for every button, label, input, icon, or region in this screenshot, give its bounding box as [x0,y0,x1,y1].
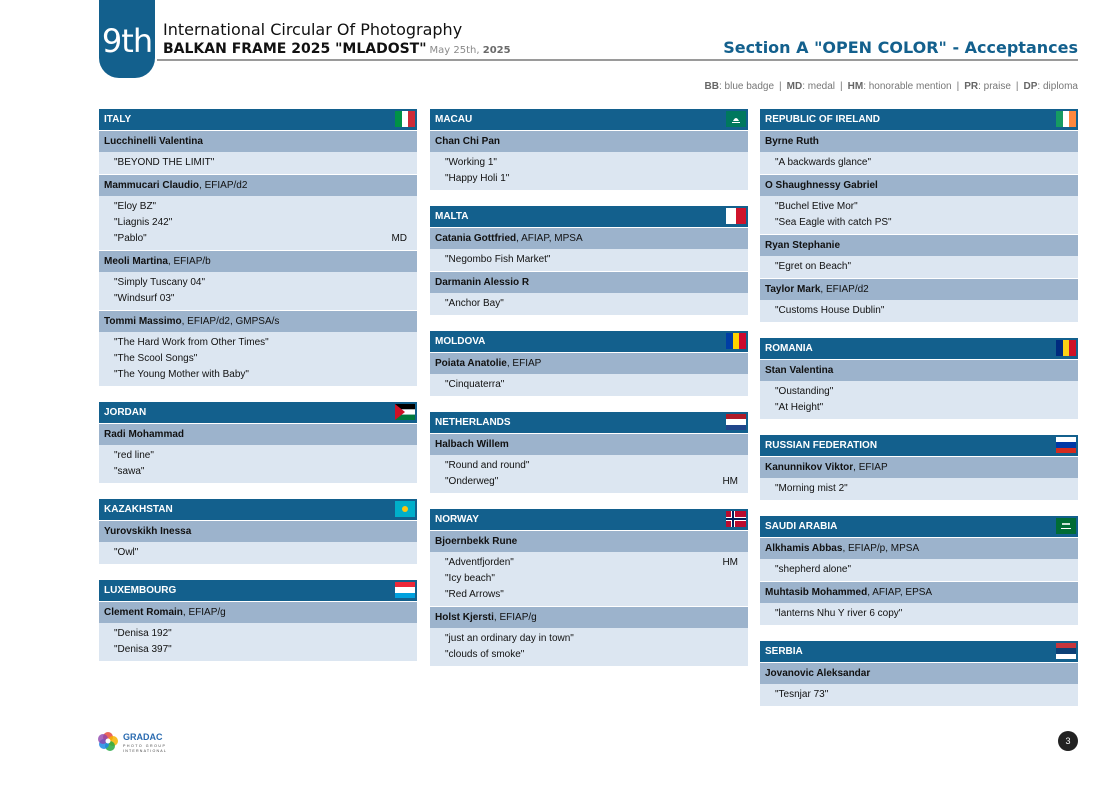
entrant-row [430,271,748,293]
work-item [99,545,417,561]
gradac-logo-icon [97,729,177,755]
country-block [430,331,748,396]
ireland-flag-icon [1056,111,1076,127]
country-header [760,641,1078,662]
work-title: "BEYOND THE LIMIT" [114,157,215,168]
work-title: "Eloy BZ" [114,201,157,212]
legend-separator: | [956,81,960,92]
country-name: REPUBLIC OF IRELAND [765,114,880,125]
work-title: "A backwards glance" [775,157,872,168]
work-title: "Sea Eagle with catch PS" [775,217,892,228]
work-item [430,571,748,587]
entrant-row [430,130,748,152]
works-list [99,152,417,174]
works-list [430,293,748,315]
country-block [760,435,1078,500]
work-item [760,481,1078,497]
work-item [430,555,748,571]
salon-date: May 25th, 2025 [429,45,511,56]
work-item [99,199,417,215]
work-item [760,400,1078,416]
column-3 [760,109,1078,722]
entrant-row [760,174,1078,196]
work-item [99,291,417,307]
work-title: "Denisa 397" [114,644,172,655]
entrant-distinctions: , EFIAP/d2 [820,284,869,295]
legend-separator: | [779,81,782,92]
work-item [430,647,748,663]
entrant-name: Chan Chi Pan [435,136,501,147]
entrant-name: Alkhamis Abbas [765,543,843,554]
work-title: "Customs House Dublin" [775,305,885,316]
kazakhstan-flag-icon [395,501,415,517]
work-item [430,296,748,312]
work-title: "Onderweg" [445,476,499,487]
serbia-flag-icon [1056,643,1076,659]
entrant-name: Stan Valentina [765,365,834,376]
legend-text: : diploma [1037,81,1078,92]
romania-flag-icon [1056,340,1076,356]
entrant-row [760,537,1078,559]
country-name: KAZAKHSTAN [104,504,173,515]
country-block [760,641,1078,706]
works-list [99,272,417,310]
entrant-row [430,433,748,455]
entrant-distinctions: , EFIAP [853,462,888,473]
work-title: "The Scool Songs" [114,353,198,364]
work-title: "lanterns Nhu Y river 6 copy" [775,608,903,619]
work-item [430,587,748,603]
work-title: "Simply Tuscany 04" [114,277,206,288]
legend-code: PR [964,81,979,92]
entrant-row [99,601,417,623]
moldova-flag-icon [726,333,746,349]
work-item [99,155,417,171]
entrant-distinctions: , EFIAP/d2 [199,180,248,191]
work-title: "Owl" [114,547,139,558]
legend-text: : praise [978,81,1011,92]
work-item [760,199,1078,215]
entrant-row [430,530,748,552]
work-title: "Pablo" [114,233,147,244]
work-title: "Denisa 192" [114,628,172,639]
entrant-distinctions: , EFIAP/g [493,612,537,623]
entrant-name: Muhtasib Mohammed [765,587,868,598]
country-header [430,412,748,433]
edition-ordinal: 9th [101,22,153,60]
entrant-name: Catania Gottfried [435,233,517,244]
entrant-distinctions: , EFIAP/d2, GMPSA/s [181,316,280,327]
country-block [99,580,417,661]
work-title: "sawa" [114,466,145,477]
gradac-logo [97,729,177,755]
work-title: "Negombo Fish Market" [445,254,551,265]
country-header [430,509,748,530]
works-list [760,196,1078,234]
entrant-name: Taylor Mark [765,284,821,295]
entrant-name: Radi Mohammad [104,429,185,440]
works-list [99,332,417,386]
work-item [99,642,417,658]
italy-flag-icon [395,111,415,127]
entrant-name: Halbach Willem [435,439,509,450]
works-list [760,603,1078,625]
country-block [430,206,748,315]
country-name: JORDAN [104,407,147,418]
column-1 [99,109,417,677]
svg-text:GRADAC: GRADAC [123,732,163,742]
work-title: "Red Arrows" [445,589,504,600]
country-header [99,402,417,423]
jordan-flag-icon [395,404,415,420]
works-list [99,445,417,483]
entrant-distinctions: , AFIAP, EPSA [867,587,933,598]
work-title: "Tesnjar 73" [775,689,829,700]
legend-separator: | [1015,81,1019,92]
award-code: HM [722,476,738,487]
russia-flag-icon [1056,437,1076,453]
norway-flag-icon [726,511,746,527]
works-list [430,455,748,493]
works-list [430,374,748,396]
work-title: "Working 1" [445,157,497,168]
country-header [99,499,417,520]
work-item [760,259,1078,275]
entrant-name: Poiata Anatolie [435,358,507,369]
legend-text: : blue badge [718,81,775,92]
work-title: "Round and round" [445,460,530,471]
entrant-name: Byrne Ruth [765,136,819,147]
entrant-name: Ryan Stephanie [765,240,841,251]
work-item [99,626,417,642]
country-name: NORWAY [435,514,479,525]
work-item [760,303,1078,319]
legend-text: : medal [802,81,836,92]
entrant-row [760,456,1078,478]
work-item [760,155,1078,171]
legend-code: BB [704,81,719,92]
work-item [430,252,748,268]
work-item [430,458,748,474]
works-list [99,542,417,564]
country-block [760,109,1078,322]
entrant-distinctions: , EFIAP/b [167,256,211,267]
work-title: "Cinquaterra" [445,379,505,390]
entrant-row [99,174,417,196]
entrant-row [430,227,748,249]
work-item [99,448,417,464]
svg-text:PHOTO GROUP: PHOTO GROUP [123,744,167,748]
work-title: "Adventfjorden" [445,557,514,568]
work-title: "Liagnis 242" [114,217,173,228]
work-item [760,606,1078,622]
netherlands-flag-icon [726,414,746,430]
work-title: "The Young Mother with Baby" [114,369,249,380]
header-line-2 [163,41,511,57]
country-name: SERBIA [765,646,803,657]
entrant-name: Lucchinelli Valentina [104,136,203,147]
entrant-row [760,130,1078,152]
work-title: "Windsurf 03" [114,293,175,304]
works-list [760,684,1078,706]
entrant-row [99,520,417,542]
entrant-name: Holst Kjersti [435,612,494,623]
country-block [760,338,1078,419]
entrant-row [99,250,417,272]
country-name: SAUDI ARABIA [765,521,838,532]
award-code: MD [391,233,407,244]
entrant-row [760,581,1078,603]
work-title: "Buchel Etive Mor" [775,201,858,212]
country-name: RUSSIAN FEDERATION [765,440,878,451]
country-header [760,109,1078,130]
work-title: "clouds of smoke" [445,649,525,660]
works-list [430,552,748,606]
entrant-name: Jovanovic Aleksandar [765,668,871,679]
country-header [430,109,748,130]
work-item [760,687,1078,703]
entrant-name: Bjoernbekk Rune [435,536,518,547]
work-title: "Egret on Beach" [775,261,852,272]
legend-code: DP [1023,81,1038,92]
work-item [430,377,748,393]
work-item [99,215,417,231]
country-block [99,402,417,483]
entrant-row [99,310,417,332]
entrant-name: Yurovskikh Inessa [104,526,192,537]
work-item [99,367,417,383]
work-item [99,231,417,247]
svg-text:INTERNATIONAL: INTERNATIONAL [123,749,168,753]
work-title: "Morning mist 2" [775,483,848,494]
country-block [99,109,417,386]
country-block [760,516,1078,625]
works-list [99,196,417,250]
work-item [99,464,417,480]
entrant-name: Clement Romain [104,607,183,618]
saudi-arabia-flag-icon [1056,518,1076,534]
entrant-name: Mammucari Claudio [104,180,200,191]
macau-flag-icon [726,111,746,127]
header-divider [157,59,1078,61]
work-item [430,155,748,171]
entrant-name: Kanunnikov Viktor [765,462,854,473]
country-name: NETHERLANDS [435,417,511,428]
works-list [430,152,748,190]
legend-code: HM [847,81,864,92]
work-title: "Anchor Bay" [445,298,504,309]
entrant-row [99,423,417,445]
entrant-row [430,606,748,628]
work-title: "shepherd alone" [775,564,852,575]
works-list [760,152,1078,174]
work-item [99,335,417,351]
works-list [99,623,417,661]
award-legend [705,81,1078,92]
country-name: LUXEMBOURG [104,585,177,596]
entrant-name: Tommi Massimo [104,316,182,327]
works-list [430,249,748,271]
column-2 [430,109,748,682]
country-block [430,109,748,190]
entrant-row [430,352,748,374]
section-title: Section A "OPEN COLOR" - Acceptances [723,38,1078,57]
entrant-row [99,130,417,152]
country-header [760,338,1078,359]
legend-code: MD [786,81,803,92]
work-item [99,351,417,367]
country-block [430,509,748,666]
legend-text: : honorable mention [863,81,952,92]
entrant-row [760,278,1078,300]
work-item [430,474,748,490]
works-list [430,628,748,666]
malta-flag-icon [726,208,746,224]
work-item [430,171,748,187]
works-list [760,478,1078,500]
country-name: MACAU [435,114,473,125]
country-header [760,516,1078,537]
country-header [760,435,1078,456]
country-block [99,499,417,564]
entrant-row [760,234,1078,256]
header-line-1: International Circular Of Photography [163,20,463,39]
works-list [760,300,1078,322]
luxembourg-flag-icon [395,582,415,598]
entrant-distinctions: , EFIAP/p, MPSA [842,543,920,554]
page-number: 3 [1058,731,1078,751]
work-item [430,631,748,647]
work-title: "Oustanding" [775,386,834,397]
entrant-name: Darmanin Alessio R [435,277,530,288]
works-list [760,559,1078,581]
edition-badge [99,0,155,78]
works-list [760,381,1078,419]
work-item [760,384,1078,400]
country-header [99,580,417,601]
entrant-name: O Shaughnessy Gabriel [765,180,878,191]
country-header [99,109,417,130]
country-header [430,331,748,352]
entrant-distinctions: , AFIAP, MPSA [516,233,583,244]
work-title: "At Height" [775,402,824,413]
entrant-distinctions: , EFIAP/g [182,607,226,618]
country-block [430,412,748,493]
country-name: ITALY [104,114,132,125]
entrant-name: Meoli Martina [104,256,168,267]
country-name: MOLDOVA [435,336,486,347]
work-title: "red line" [114,450,154,461]
work-item [99,275,417,291]
country-header [430,206,748,227]
work-title: "Happy Holi 1" [445,173,510,184]
country-name: MALTA [435,211,469,222]
work-title: "The Hard Work from Other Times" [114,337,269,348]
award-code: HM [722,557,738,568]
country-name: ROMANIA [765,343,813,354]
entrant-row [760,662,1078,684]
work-title: "Icy beach" [445,573,495,584]
work-item [760,562,1078,578]
salon-title: BALKAN FRAME 2025 "MLADOST" [163,41,427,57]
work-item [760,215,1078,231]
legend-separator: | [840,81,843,92]
work-title: "just an ordinary day in town" [445,633,574,644]
works-list [760,256,1078,278]
entrant-row [760,359,1078,381]
entrant-distinctions: , EFIAP [506,358,542,369]
